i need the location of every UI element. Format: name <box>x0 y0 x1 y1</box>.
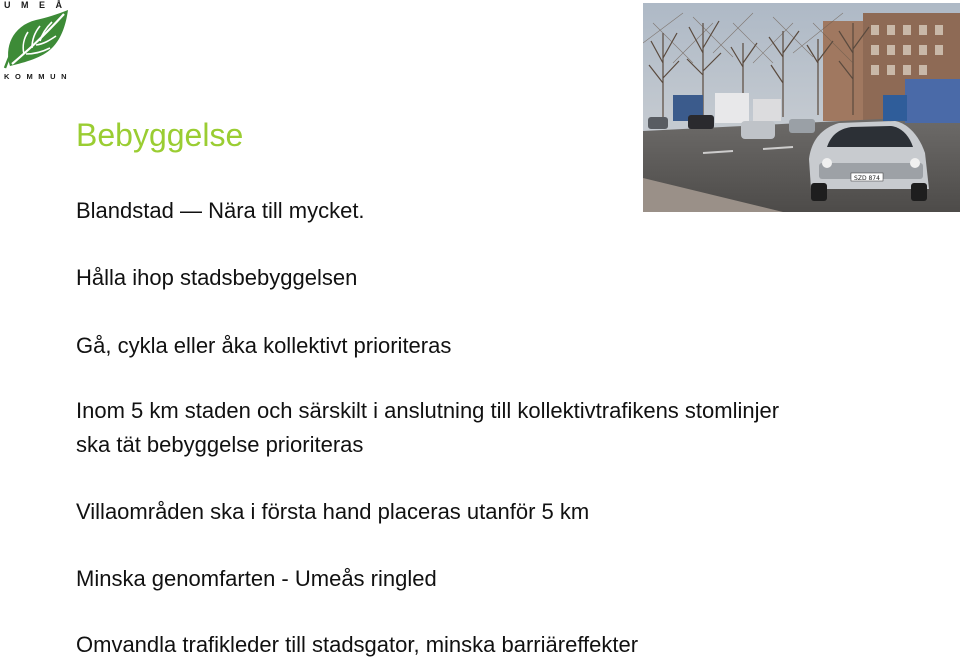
text-line: Inom 5 km staden och särskilt i anslutning till kollektivtrafikens stomlinjer <box>76 398 780 423</box>
logo-top-text: UMEÅ <box>4 0 73 10</box>
umea-kommun-logo <box>2 0 74 86</box>
text-line: Minska genomfarten - Umeås ringled <box>76 566 437 591</box>
text-line: Villaområden ska i första hand placeras utanför 5 km <box>76 499 590 524</box>
slide-title: Bebyggelse <box>76 117 244 153</box>
leaf-icon <box>2 8 74 72</box>
text-line: ska tät bebyggelse prioriteras <box>76 432 364 457</box>
logo-bottom-text: KOMMUN <box>4 72 73 81</box>
text-line: Hålla ihop stadsbebyggelsen <box>76 265 358 290</box>
license-plate: SZD 874 <box>854 175 880 182</box>
street-traffic-photo <box>643 3 960 212</box>
text-line: Gå, cykla eller åka kollektivt prioriteras <box>76 333 452 358</box>
text-line: Blandstad — Nära till mycket. <box>76 198 365 223</box>
text-line: Omvandla trafikleder till stadsgator, minska barriäreffekter <box>76 632 639 657</box>
